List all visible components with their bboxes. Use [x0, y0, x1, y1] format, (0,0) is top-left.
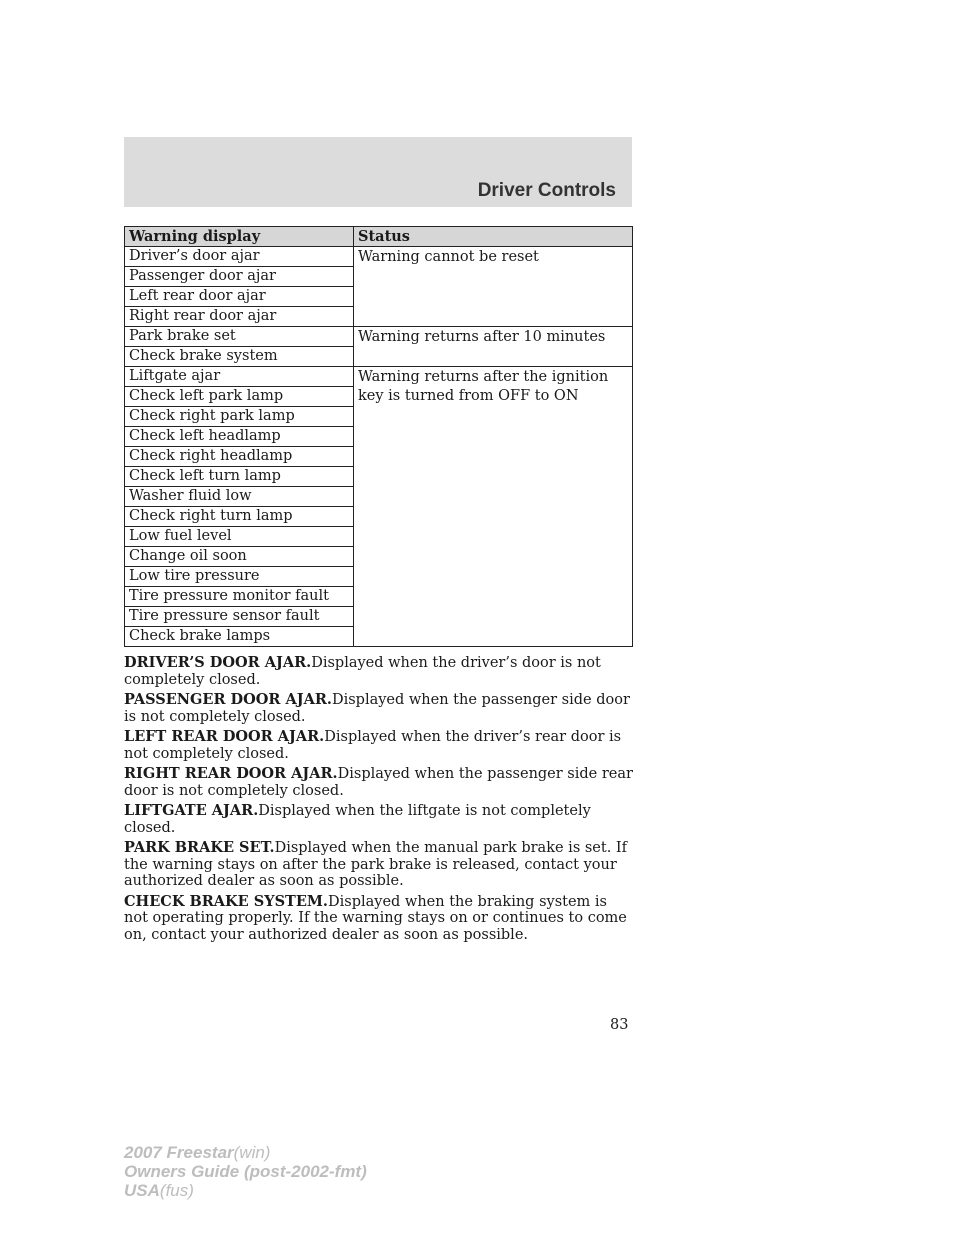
- warning-display-cell: Check right headlamp: [125, 447, 354, 467]
- warning-display-cell: Check brake lamps: [125, 627, 354, 647]
- description-paragraph: [124, 655, 634, 688]
- footer-market: USA: [124, 1181, 160, 1200]
- footer-market-code: (fus): [159, 1181, 194, 1200]
- warning-display-cell: Check right turn lamp: [125, 507, 354, 527]
- warning-display-cell: Tire pressure monitor fault: [125, 587, 354, 607]
- status-cell: Warning returns after 10 minutes: [354, 327, 633, 367]
- paragraph-lead: PARK BRAKE SET.: [124, 839, 275, 856]
- body-text: [124, 655, 634, 947]
- paragraph-lead: LIFTGATE AJAR.: [124, 802, 259, 819]
- description-paragraph: [124, 840, 634, 890]
- footer-line-3: [124, 1181, 367, 1200]
- warning-display-cell: Tire pressure sensor fault: [125, 607, 354, 627]
- section-title: Driver Controls: [477, 180, 616, 201]
- warning-display-cell: Park brake set: [125, 327, 354, 347]
- warning-display-cell: Left rear door ajar: [125, 287, 354, 307]
- paragraph-text: Displayed when the driver’s rear door is not completely closed.: [124, 729, 622, 762]
- footer-model: 2007 Freestar: [124, 1143, 234, 1162]
- table-header-row: [125, 227, 633, 247]
- table-row: [125, 367, 633, 387]
- warning-display-cell: Liftgate ajar: [125, 367, 354, 387]
- paragraph-text: Displayed when the braking system is not operating properly. If the warning stays on or continues to come on, contact your authorized dealer as soon as possible.: [124, 893, 627, 943]
- description-paragraph: [124, 729, 634, 762]
- warning-display-cell: Check left park lamp: [125, 387, 354, 407]
- footer-line-2: [124, 1162, 367, 1181]
- warning-display-table: [124, 226, 633, 647]
- warning-display-cell: Check right park lamp: [125, 407, 354, 427]
- warning-display-cell: Passenger door ajar: [125, 267, 354, 287]
- paragraph-lead: PASSENGER DOOR AJAR.: [124, 691, 332, 708]
- table-row: [125, 327, 633, 347]
- table-body: [125, 247, 633, 647]
- paragraph-text: Displayed when the passenger side rear door is not completely closed.: [124, 766, 633, 799]
- paragraph-text: Displayed when the manual park brake is set. If the warning stays on after the park brake is released, contact your authorized dealer as soon as possible.: [124, 840, 628, 889]
- warning-display-cell: Low fuel level: [125, 527, 354, 547]
- warning-display-cell: Right rear door ajar: [125, 307, 354, 327]
- warning-display-cell: Check left headlamp: [125, 427, 354, 447]
- document-footer: [124, 1143, 367, 1200]
- paragraph-text: Displayed when the passenger side door is not completely closed.: [124, 692, 630, 725]
- footer-line-1: [124, 1143, 367, 1162]
- paragraph-text: Displayed when the driver’s door is not completely closed.: [124, 655, 601, 688]
- section-header-band: [124, 137, 632, 207]
- page-number: 83: [610, 1017, 629, 1033]
- paragraph-lead: DRIVER’S DOOR AJAR.: [124, 654, 312, 671]
- column-header-status: Status: [354, 227, 633, 247]
- description-paragraph: [124, 803, 634, 836]
- status-cell: Warning returns after the ignition key is turned from OFF to ON: [354, 367, 633, 647]
- warning-display-cell: Check brake system: [125, 347, 354, 367]
- paragraph-lead: CHECK BRAKE SYSTEM.: [124, 892, 328, 910]
- paragraph-text: Displayed when the liftgate is not completely closed.: [124, 803, 591, 836]
- description-paragraph: [124, 766, 634, 799]
- warning-display-cell: Washer fluid low: [125, 487, 354, 507]
- description-paragraph: [124, 894, 634, 944]
- column-header-warning-display: Warning display: [125, 227, 354, 247]
- warning-display-cell: Driver’s door ajar: [125, 247, 354, 267]
- footer-model-code: (win): [233, 1143, 271, 1162]
- warning-display-cell: Change oil soon: [125, 547, 354, 567]
- table-row: [125, 247, 633, 267]
- paragraph-lead: RIGHT REAR DOOR AJAR.: [124, 765, 338, 782]
- warning-display-cell: Low tire pressure: [125, 567, 354, 587]
- description-paragraph: [124, 692, 634, 725]
- paragraph-lead: LEFT REAR DOOR AJAR.: [124, 728, 325, 745]
- footer-guide: Owners Guide (post-2002-fmt): [124, 1162, 367, 1181]
- warning-display-cell: Check left turn lamp: [125, 467, 354, 487]
- status-cell: Warning cannot be reset: [354, 247, 633, 327]
